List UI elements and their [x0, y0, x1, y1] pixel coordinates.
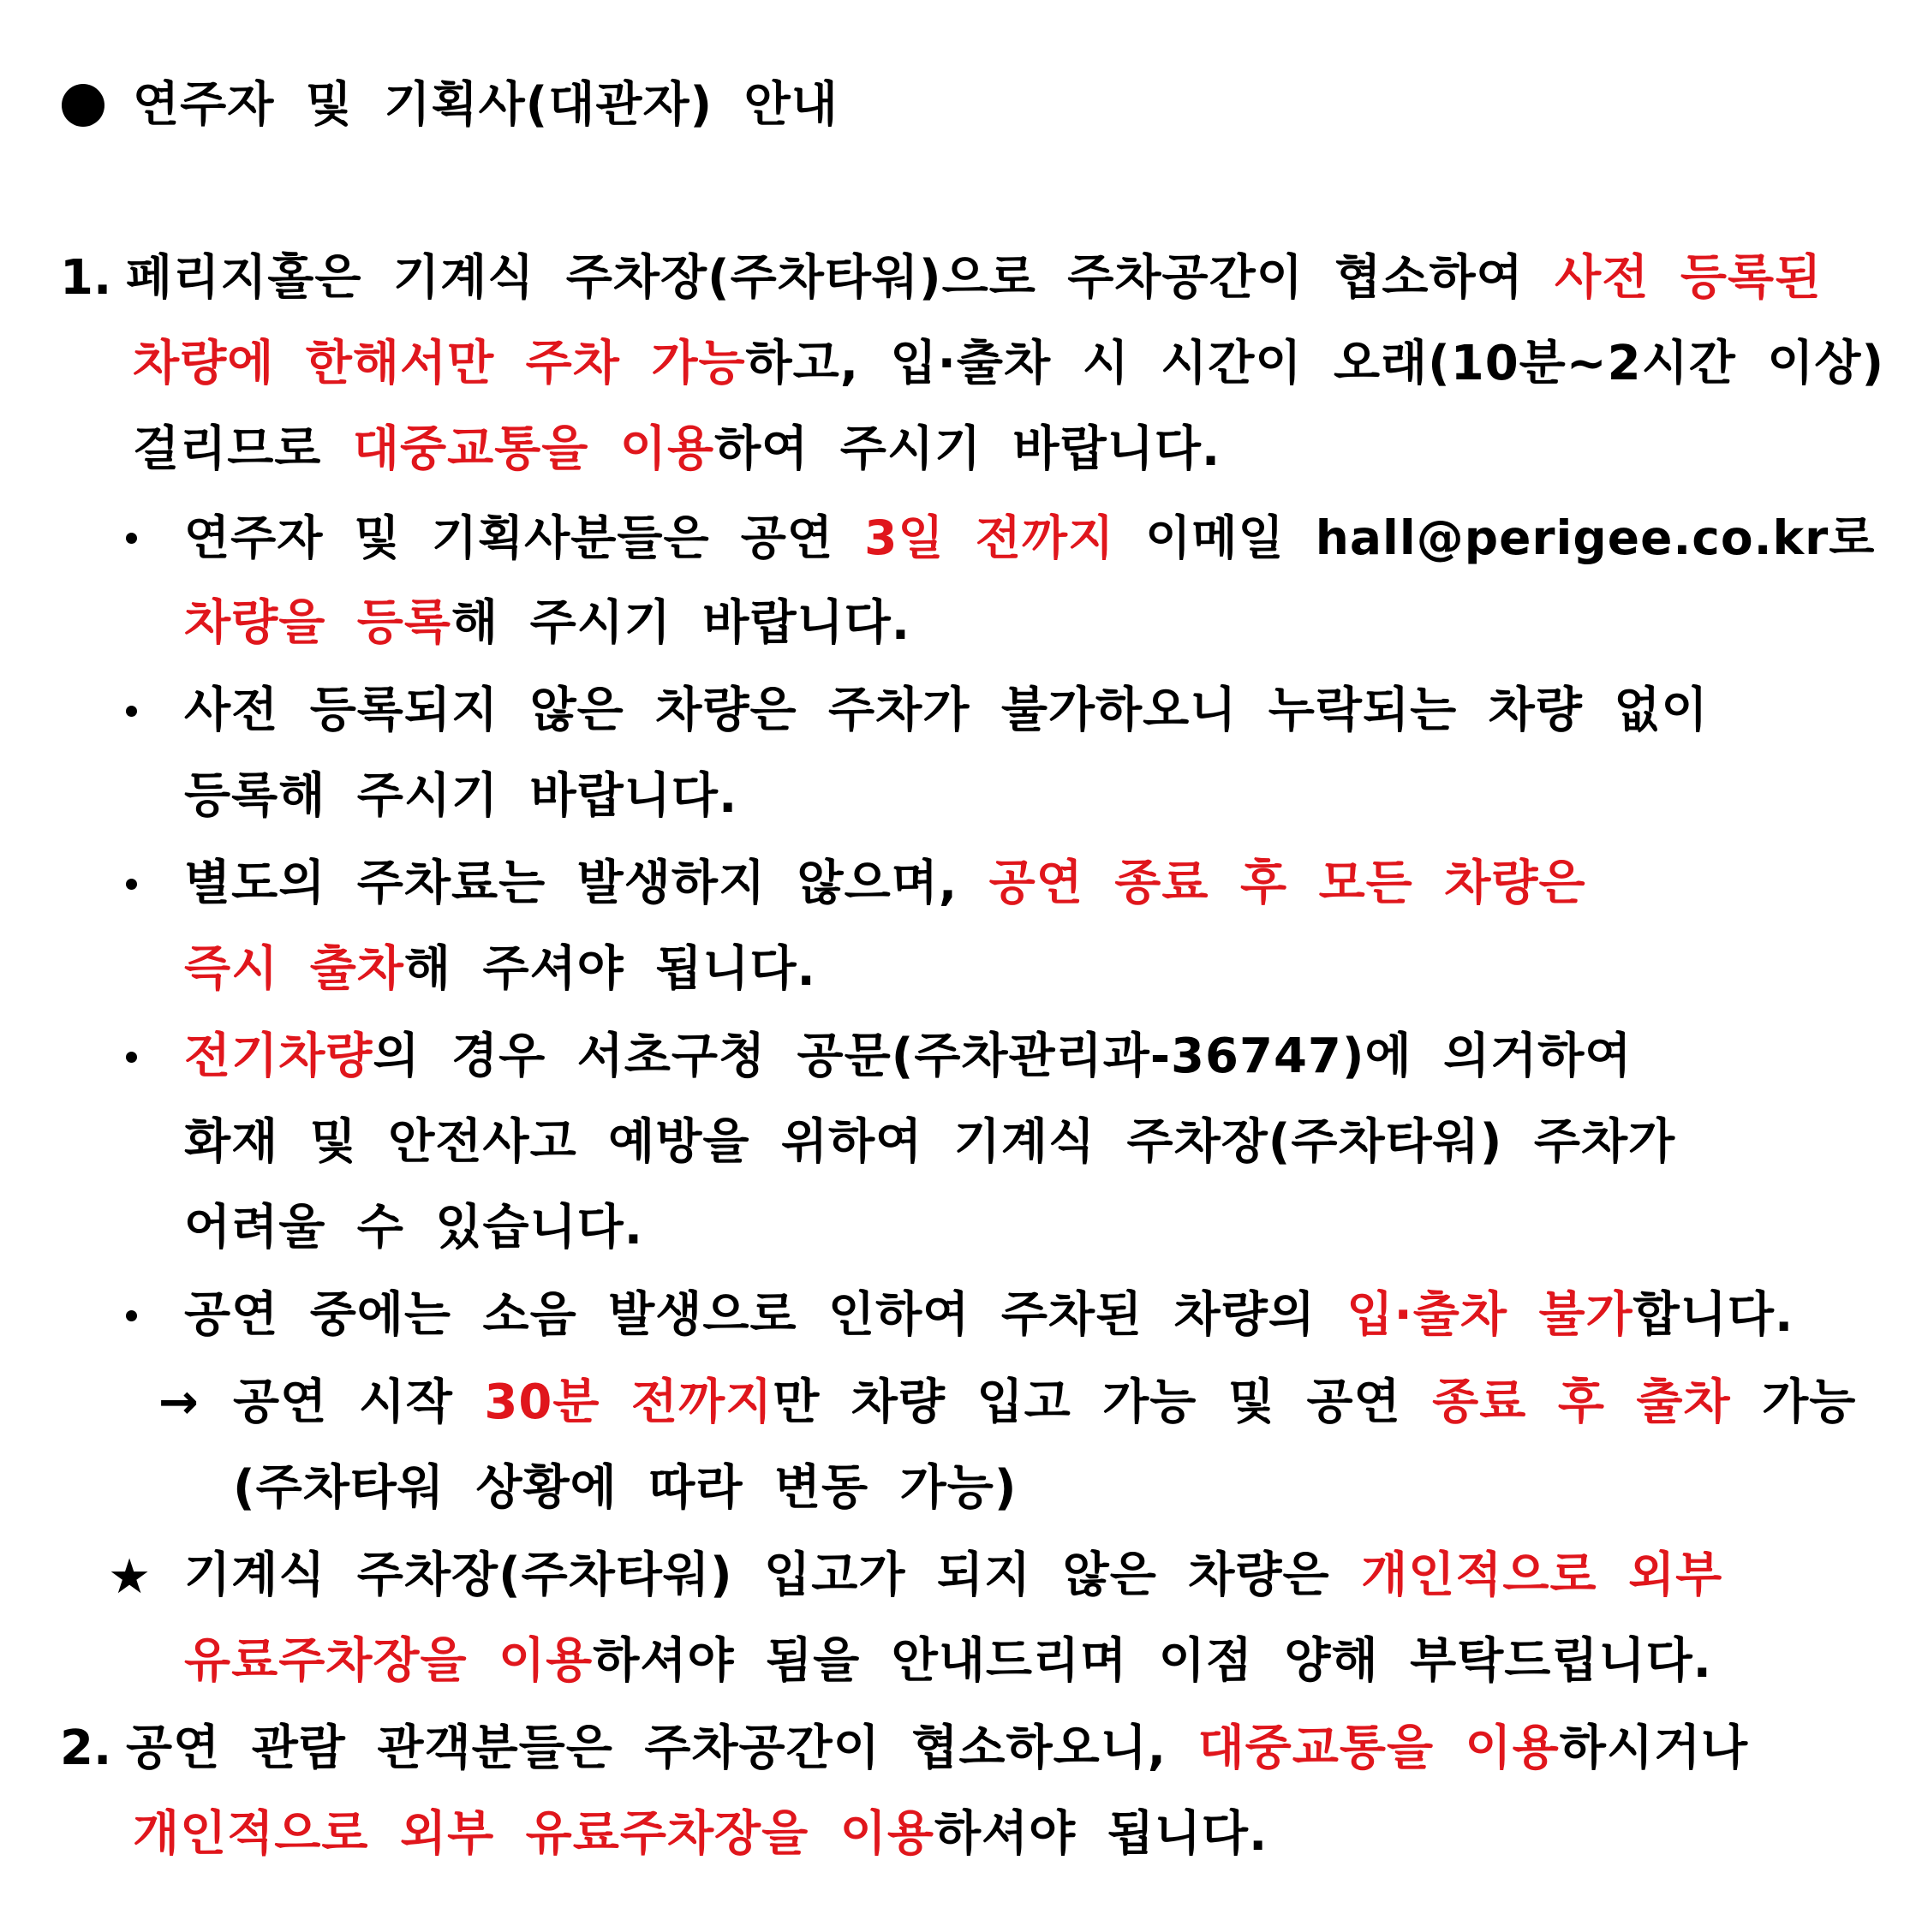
highlight-electric-vehicle: 전기차량	[184, 1029, 373, 1084]
highlight-registered-only: 차량에 한해서만 주차 가능	[133, 336, 746, 391]
bullet-4-line-1: 전기차량의 경우 서초구청 공문(주차관리과-36747)에 의거하여	[184, 1029, 1633, 1084]
bullet-4-line-2: 화재 및 안전사고 예방을 위하여 기계식 주차장(주차타워) 주차가	[184, 1114, 1676, 1170]
highlight-external-paid-parking: 개인적으로 외부 유료주차장을 이용	[133, 1806, 934, 1862]
bullet-2-line-2: 등록해 주시기 바랍니다.	[184, 768, 738, 824]
highlight-paid-parking: 유료주차장을 이용	[184, 1633, 594, 1689]
highlight-personal-external: 개인적으로 외부	[1361, 1547, 1723, 1603]
arrow-right-icon: →	[158, 1374, 199, 1430]
highlight-exit-after-show: 종료 후 출차	[1432, 1374, 1731, 1430]
bullet-3-line-1: 별도의 주차료는 발생하지 않으며, 공연 종료 후 모든 차량은	[184, 856, 1586, 911]
section-2-line-2: 개인적으로 외부 유료주차장을 이용하셔야 됩니다.	[133, 1806, 1268, 1862]
highlight-3-days-before: 3일 전까지	[864, 510, 1115, 565]
highlight-pre-registered: 사전 등록된	[1555, 250, 1823, 306]
bullet-2-line-1: 사전 등록되지 않은 차량은 주차가 불가하오니 누락되는 차량 없이	[184, 683, 1709, 738]
section-1-line-3: 걸리므로 대중교통을 이용하여 주시기 바랍니다.	[133, 421, 1221, 477]
bullet-1-line-1: 연주자 및 기획사분들은 공연 3일 전까지 이메일 hall@perigee.co.kr로	[184, 510, 1876, 565]
section-2-line-1: 공연 관람 관객분들은 주차공간이 협소하오니, 대중교통을 이용하시거나	[126, 1720, 1749, 1776]
bullet-5-line-1: 공연 중에는 소음 발생으로 인하여 주차된 차량의 입·출차 불가합니다.	[184, 1287, 1794, 1343]
star-icon: ★	[108, 1549, 152, 1605]
highlight-immediate-exit: 즉시 출차	[184, 941, 404, 997]
section-1-number: 1.	[60, 250, 112, 306]
heading-bullet-icon	[62, 84, 104, 127]
star-line-2: 유료주차장을 이용하셔야 됨을 안내드리며 이점 양해 부탁드립니다.	[184, 1633, 1712, 1689]
bullet-icon	[126, 533, 137, 544]
highlight-no-entry-exit: 입·출차 불가	[1346, 1287, 1633, 1343]
bullet-icon	[126, 879, 137, 890]
highlight-after-show-vehicles: 공연 종료 후 모든 차량은	[988, 856, 1586, 911]
highlight-30-min-before: 30분 전까지	[484, 1374, 773, 1430]
bullet-icon	[126, 1052, 137, 1063]
page-title: 연주자 및 기획사(대관자) 안내	[133, 77, 839, 133]
bullet-1-line-2: 차량을 등록해 주시기 바랍니다.	[184, 595, 911, 651]
bullet-icon	[126, 706, 137, 717]
arrow-line-2: (주차타워 상황에 따라 변동 가능)	[233, 1460, 1018, 1516]
star-line-1: 기계식 주차장(주차타워) 입고가 되지 않은 차량은 개인적으로 외부	[184, 1547, 1723, 1603]
highlight-register-vehicle: 차량을 등록	[184, 595, 451, 651]
bullet-icon	[126, 1310, 137, 1321]
section-2-number: 2.	[60, 1720, 112, 1776]
highlight-public-transport: 대중교통을 이용	[1197, 1720, 1560, 1776]
bullet-3-line-2: 즉시 출차해 주셔야 됩니다.	[184, 941, 816, 997]
section-1-line-2: 차량에 한해서만 주차 가능하고, 입·출차 시 시간이 오래(10분~2시간 이상)	[133, 336, 1885, 391]
highlight-public-transport: 대중교통을 이용	[352, 421, 715, 477]
bullet-4-line-3: 어려울 수 있습니다.	[184, 1200, 644, 1255]
arrow-line-1: 공연 시작 30분 전까지만 차량 입고 가능 및 공연 종료 후 출차 가능	[233, 1374, 1857, 1430]
section-1-line-1: 페리지홀은 기계식 주차장(주차타워)으로 주차공간이 협소하여 사전 등록된	[126, 250, 1823, 306]
